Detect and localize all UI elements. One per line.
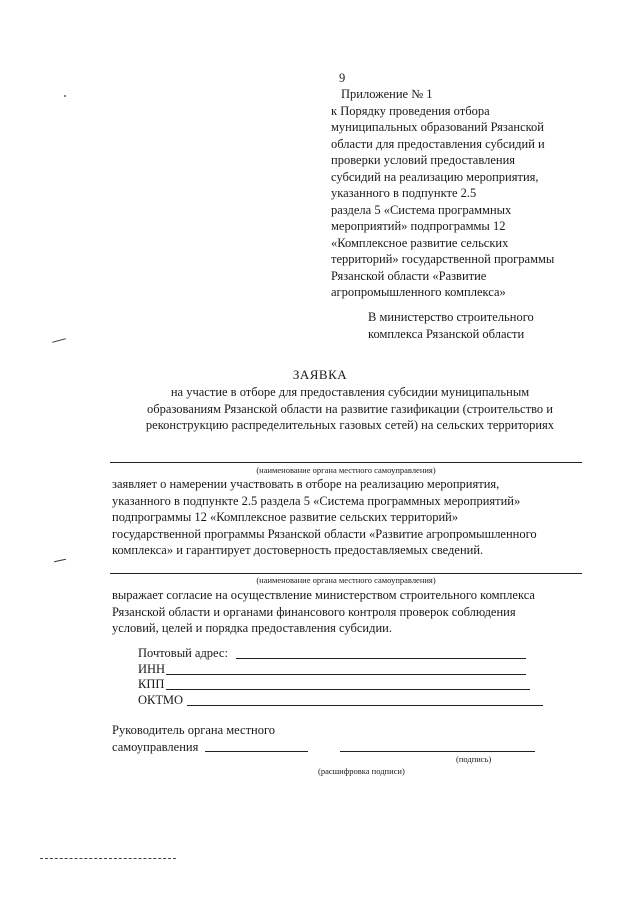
appendix-block	[331, 86, 631, 301]
appendix-line: к Порядку проведения отбора	[331, 103, 490, 118]
heading-line: образованиям Рязанской области на развитие газификации (строительство и	[147, 401, 553, 416]
scan-mark	[54, 559, 66, 562]
head-title-line: самоуправления	[112, 739, 199, 754]
inn-label: ИНН	[138, 662, 166, 676]
postal-address-field[interactable]	[236, 658, 526, 659]
statement-line: подпрограммы 12 «Комплексное развитие сельских территорий»	[112, 510, 459, 524]
appendix-line: раздела 5 «Система программных	[331, 202, 512, 217]
appendix-line: «Комплексное развитие сельских	[331, 235, 509, 250]
addressee-line: В министерство строительного	[368, 310, 534, 324]
statement-line: условий, целей и порядка предоставления субсидии.	[112, 621, 392, 635]
appendix-line: агропромышленного комплекса»	[331, 285, 506, 299]
head-title-line: Руководитель органа местного	[112, 723, 276, 737]
heading-line: на участие в отборе для предоставления субсидии муниципальным	[170, 385, 530, 399]
statement-line: заявляет о намерении участвовать в отборе на реализацию мероприятия,	[112, 477, 500, 491]
heading-line: реконструкцию распределительных газовых сетей) на сельских территориях	[145, 418, 555, 432]
appendix-line: мероприятий» подпрограммы 12	[331, 219, 506, 233]
org-name-caption-2: (наименование органа местного самоуправления)	[256, 575, 436, 585]
signature-caption: (подпись)	[456, 754, 492, 764]
kpp-label: КПП	[138, 677, 165, 691]
org-name-caption-1: (наименование органа местного самоуправления)	[256, 465, 436, 475]
appendix-line: Рязанской области «Развитие	[331, 268, 487, 283]
statement-line: государственной программы Рязанской области «Развитие агропромышленного	[112, 526, 537, 541]
appendix-line: области для предоставления субсидий и	[331, 136, 545, 151]
document-title: ЗАЯВКА	[292, 367, 348, 382]
signature-decode-caption: (расшифровка подписи)	[318, 766, 405, 776]
oktmo-label: ОКТМО	[138, 693, 183, 707]
appendix-line: муниципальных образований Рязанской	[331, 120, 544, 134]
inn-field[interactable]	[166, 674, 526, 675]
addressee-line: комплекса Рязанской области	[368, 326, 525, 341]
appendix-line: указанного в подпункте 2.5	[331, 186, 477, 200]
statement-line: комплекса» и гарантирует достоверность предоставляемых сведений.	[112, 543, 484, 557]
signature-decode-field[interactable]	[340, 751, 535, 752]
appendix-line: территорий» государственной программы	[331, 252, 555, 266]
page-number: 9	[339, 71, 346, 85]
scan-mark	[52, 338, 66, 343]
statement-paragraph-2	[112, 587, 582, 637]
appendix-line: проверки условий предоставления	[331, 153, 516, 167]
heading-subtitle	[110, 384, 590, 434]
scan-dot	[64, 95, 66, 97]
signature-field[interactable]	[205, 751, 308, 752]
appendix-title: Приложение № 1	[341, 87, 433, 101]
postal-address-label: Почтовый адрес:	[138, 646, 228, 660]
statement-line: выражает согласие на осуществление министерством строительного комплекса	[112, 588, 535, 602]
scan-mark	[40, 858, 176, 859]
statement-line: указанного в подпункте 2.5 раздела 5 «Система программных мероприятий»	[112, 493, 521, 508]
addressee	[368, 309, 628, 342]
statement-line: Рязанской области и органами финансового контроля проверок соблюдения	[112, 604, 516, 619]
org-name-line-2[interactable]	[110, 573, 582, 574]
appendix-line: субсидий на реализацию мероприятия,	[331, 169, 539, 184]
org-name-line-1[interactable]	[110, 462, 582, 463]
oktmo-field[interactable]	[187, 705, 543, 706]
kpp-field[interactable]	[166, 689, 530, 690]
statement-paragraph-1	[112, 476, 582, 559]
